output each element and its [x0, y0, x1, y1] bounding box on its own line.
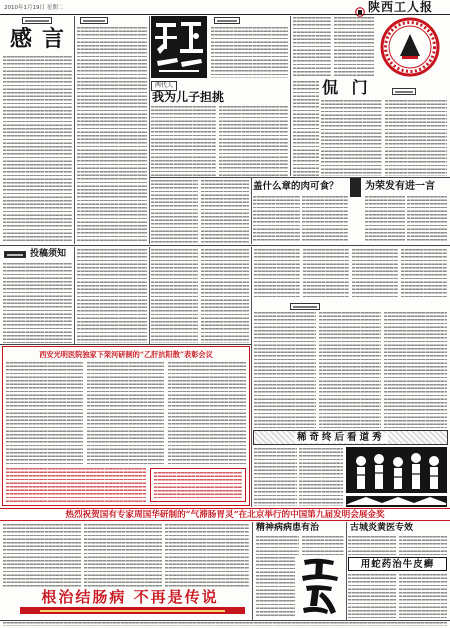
woodcut-svg [151, 16, 207, 78]
body-text [77, 249, 147, 343]
body-text [254, 448, 297, 506]
ad-subtitle-text [40, 610, 225, 612]
column-divider [252, 522, 253, 620]
calligraphy-strokes [302, 559, 338, 614]
article-title: 盖什么章的肉可食？ [253, 181, 339, 192]
ad-subtitle-strip [20, 607, 245, 614]
ad-body-text [302, 536, 344, 555]
ad-headline-mental: 精神病病患有治 [256, 523, 320, 533]
column-divider [74, 247, 75, 344]
ad-info-box [150, 468, 246, 502]
body-text [254, 249, 300, 299]
ad-headline-box [348, 557, 447, 571]
body-text [407, 196, 447, 243]
ad-info-text [154, 472, 242, 498]
body-text [319, 312, 381, 428]
body-text [365, 196, 405, 243]
award-banner [0, 508, 450, 521]
column-label [4, 251, 26, 258]
body-text [293, 17, 331, 77]
body-text [334, 17, 374, 77]
feature-strip [253, 430, 448, 445]
body-text [401, 249, 447, 299]
ad-body-text [348, 536, 396, 555]
ad-headline-colon: 根治结肠病 不再是传说 [41, 588, 219, 606]
woodcut-illustration [151, 16, 207, 78]
body-text [321, 100, 382, 176]
ad-body-text [399, 536, 447, 555]
column-divider [346, 522, 347, 620]
advertisement-hepatitis [2, 346, 250, 506]
body-text [219, 106, 288, 176]
ad-contact-text [6, 468, 146, 502]
ad-headline-gucheng: 古城炎黄医专效 [350, 523, 414, 533]
column-divider [149, 247, 150, 344]
masthead-title: 陕西工人报 [368, 0, 434, 14]
body-text [201, 249, 249, 343]
ad-body-text [256, 557, 295, 618]
body-text [151, 249, 198, 343]
ad-body-text [348, 574, 396, 618]
issue-date: 2010年1月19日 星期二 [4, 5, 64, 11]
body-text [211, 27, 288, 78]
column-label [290, 303, 320, 310]
article-title: 侃 门 [322, 78, 372, 97]
emblem-icon [355, 2, 365, 12]
woodcut-illustration [346, 447, 447, 507]
ad-body-text [165, 524, 249, 588]
body-text [253, 196, 300, 243]
emblem-svg [378, 16, 442, 78]
footer-text [3, 622, 447, 626]
column-label [22, 17, 52, 24]
ad-headline-psoriasis: 用蛇药治牛皮癣 [360, 558, 435, 570]
ad-headline: 西安光明医院独家下架河研制的“乙肝抗阳散”表彰会议 [39, 350, 213, 359]
article-title: 为荣发有进一言 [365, 181, 435, 192]
body-text [303, 249, 349, 299]
body-text [3, 56, 72, 243]
section-rule [0, 245, 450, 246]
column-tag-box [350, 178, 361, 197]
ad-body-text [84, 524, 162, 588]
body-text [3, 263, 72, 343]
ad-body-text [168, 362, 246, 465]
ad-body-text [256, 536, 299, 555]
body-text [302, 196, 348, 243]
ad-body-text [399, 574, 447, 618]
emblem-icon-svg [355, 7, 365, 17]
body-text [201, 180, 249, 243]
banner-text: 热烈祝贺国有专家周国华研制的“气滞肠胃灵”在北京举行的中国第九届发明会展金奖 [65, 509, 385, 520]
circular-emblem [378, 16, 442, 78]
masthead-rule [0, 14, 450, 15]
section-rule [0, 344, 251, 345]
column-tag: 两代人 [151, 81, 177, 91]
essay-title: 感言 [10, 26, 75, 52]
ad-body-text [87, 362, 164, 465]
section-rule [150, 177, 450, 178]
ad-body-text [3, 524, 81, 588]
body-text [77, 27, 147, 243]
column-divider [290, 16, 291, 176]
body-text [385, 100, 447, 176]
column-divider [251, 247, 252, 507]
column-label [214, 17, 240, 24]
body-text [299, 448, 343, 506]
body-text [151, 180, 198, 243]
column-divider [251, 177, 252, 244]
body-text [384, 312, 447, 428]
byline-box [392, 88, 416, 95]
body-text [254, 312, 316, 428]
column-divider [149, 16, 150, 244]
column-label [80, 17, 108, 24]
woodcut-svg [346, 447, 447, 507]
footer-rule [0, 620, 450, 621]
article-title: 投稿须知 [30, 249, 67, 259]
body-text [151, 106, 216, 176]
brush-calligraphy [298, 556, 342, 618]
body-text [352, 249, 398, 299]
column-divider [74, 16, 75, 244]
strip-title: 稀奇终后看道秀 [294, 433, 388, 443]
body-text [293, 81, 319, 176]
calligraphy-svg [298, 556, 342, 618]
article-title: 我为儿子担挑 [152, 90, 225, 104]
ad-body-text [6, 362, 83, 465]
